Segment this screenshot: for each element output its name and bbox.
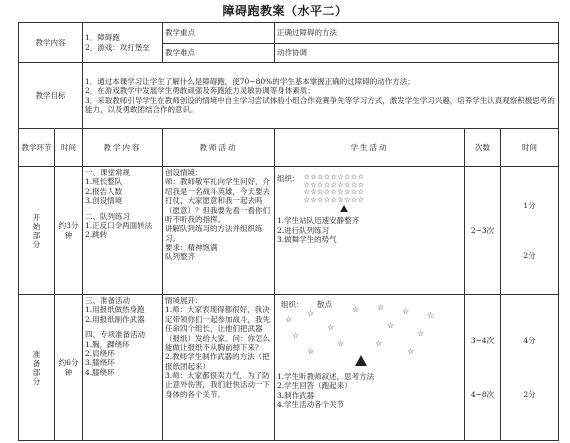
goals-list: [83, 63, 559, 129]
content-line: 2.跳转: [85, 230, 108, 240]
teacher-position-icon: [355, 355, 367, 366]
content-line: 3.创设情境: [85, 196, 123, 206]
scatter-block: [277, 300, 462, 368]
student-mark: ☆: [427, 311, 435, 320]
teacher-line: 要求：精神饱满: [165, 243, 218, 252]
student-mark: ☆: [285, 315, 293, 324]
goal-item: 1．通过本课学习让学生了解什么是障碍跑，使70~80%的学生基本掌握正确的过障碍的动作方法；: [85, 76, 415, 86]
formation-row: ☆☆☆☆☆☆☆☆☆: [303, 180, 365, 189]
content-item: 2．游戏：攻打堡垒: [85, 42, 150, 52]
duration-value: 1分: [523, 201, 536, 211]
content-line: 一、课堂常规: [85, 168, 130, 177]
student-mark: ☆: [417, 329, 425, 338]
count-value: 3~4次: [470, 336, 495, 346]
key-point-value: 正确过障碍的方法: [275, 23, 559, 44]
student-line: 3.做舞学生的势气: [277, 235, 337, 245]
content-line: 2.用报纸制作武器: [85, 314, 145, 324]
content-label: 教学内容: [19, 23, 83, 63]
teacher-line: 1.师：大家表现得都很好，我决定带领你们一起参加战斗，我先任命四个组长，让他们把武器（报纸）发给大家。问：你怎么能做让报纸不从胸前掉下来？: [165, 305, 270, 352]
header-stage: 教学环节: [19, 129, 55, 167]
scatter-formation: [277, 300, 457, 368]
lesson-plan-table: [18, 22, 559, 441]
content-line: 2.肩绕环: [85, 348, 115, 358]
stage-char: 准: [32, 349, 41, 359]
duration-value: 4分: [523, 336, 536, 346]
teacher-line: 2.教师学生制作武器的方法（把报纸团起来）: [165, 352, 270, 371]
key-point-label: 教学重点: [163, 23, 275, 44]
header-time: 时间: [55, 129, 83, 167]
content-line: 3.膝绕环: [85, 358, 115, 368]
teacher-start: [163, 167, 275, 295]
stage-char: 分: [32, 376, 41, 386]
teacher-line: 队列整齐: [165, 252, 195, 262]
time-prep: 约6分钟: [55, 295, 83, 441]
student-line: 4.学生活动各个关节: [277, 400, 345, 410]
content-line: 1.正反口令两面转法: [85, 220, 153, 230]
stage-char: 部: [32, 367, 41, 377]
teacher-line: 情境展开：: [165, 296, 203, 305]
goals-label: 教学目标: [19, 63, 83, 129]
duration-start: [501, 167, 559, 295]
stage-char: 始: [32, 221, 41, 231]
student-start: [275, 167, 465, 295]
student-mark: ☆: [327, 323, 335, 332]
teacher-line: 创设情境：: [165, 168, 203, 177]
content-items: [83, 23, 163, 63]
content-prep: [83, 295, 163, 441]
student-line: 2.进行队列练习: [277, 225, 330, 235]
header-duration: 时间: [501, 129, 559, 167]
student-line: 2.学生回答（跑起来）: [277, 381, 352, 391]
duration-value: 2分: [523, 250, 536, 260]
difficulty-value: 动作协调: [275, 44, 559, 63]
stage-char: 分: [32, 239, 41, 249]
formation-row: ☆☆☆☆☆☆☆☆☆: [303, 196, 365, 205]
time-start: 约3分钟: [55, 167, 83, 295]
student-mark: ☆: [307, 309, 315, 318]
goal-item: 3．采取教师引导学生在教师创设的情境中自主学习尝试体验小组合作竞赛争先等学习方式，激发学生学习兴趣，培养学生认真观察积极思考的能力，以及勇敢团结合作的意识。: [85, 95, 555, 114]
header-teacher: 教师活动: [163, 129, 275, 167]
count-start: 2~3次: [465, 167, 501, 295]
header-content: 教学内容: [83, 129, 163, 167]
scatter-label: 散点: [317, 300, 332, 309]
student-mark: ☆: [387, 321, 395, 330]
content-line: 1.胸，踝绕环: [85, 339, 130, 349]
content-line: 四、专项准备活动: [85, 330, 145, 340]
formation-block: [277, 174, 462, 214]
student-mark: ☆: [352, 305, 360, 314]
content-item: 1．障碍跑: [85, 33, 120, 43]
organization-label: 组织：: [281, 300, 304, 309]
duration-value: 2分: [523, 389, 536, 399]
organization-label: 组织：: [277, 174, 300, 183]
content-line: 1.班长整队: [85, 177, 123, 187]
student-line: 1.学生听教师叙述，思考方法: [277, 372, 375, 381]
count-value: 4~8次: [470, 389, 495, 399]
teacher-line: 讲解队列练习的方法并组织练习。: [165, 224, 263, 243]
student-mark: ☆: [377, 303, 385, 312]
student-prep: [275, 295, 465, 441]
header-count: 次数: [465, 129, 501, 167]
formation-row: ☆☆☆☆☆☆☆☆☆: [303, 188, 365, 197]
page-title: 障碍跑教案（水平二）: [222, 4, 348, 18]
student-mark: ☆: [337, 339, 345, 348]
count-prep: [465, 295, 501, 441]
student-line: 1.学生站队迅速安静整齐: [277, 216, 360, 226]
stage-char: 开: [32, 212, 41, 222]
teacher-line: 3.师：大家都很卖力气，为了防止意外伤害，我们赶快活动一下身体的各个关节。: [165, 371, 270, 399]
star-formation: [304, 174, 365, 214]
stage-char: 部: [32, 230, 41, 240]
content-line: 4.膝绕环: [85, 367, 115, 377]
student-mark: ☆: [292, 331, 300, 340]
teacher-position-icon: [340, 205, 348, 212]
student-line: 3.制作武器: [277, 390, 315, 400]
difficulty-label: 教学难点: [163, 44, 275, 63]
formation-row: ☆☆☆☆☆☆☆☆☆: [303, 173, 365, 181]
stage-start: [19, 167, 55, 295]
stage-char: 备: [32, 358, 41, 368]
student-mark: ☆: [375, 339, 383, 348]
teacher-prep: [163, 295, 275, 441]
content-line: 二、队列练习: [85, 211, 130, 221]
stage-prep: [19, 295, 55, 441]
content-line: 2.报告人数: [85, 186, 123, 196]
goal-item: 2．在游戏教学中发展学生勇敢顽强及奔跑能力灵敏协调等身体素质；: [85, 86, 315, 96]
duration-prep: [501, 295, 559, 441]
teacher-line: 师：教师敬军礼向学生问好，介绍我是一名战斗英雄，今天要去打仗，大家愿意和我一起去吗（愿意）？但我要先看一看你们听不听我的指挥。: [165, 177, 270, 224]
content-line: 1.用报纸做热身跑: [85, 305, 145, 315]
content-line: 三、准备活动: [85, 296, 130, 305]
header-student: 学生活动: [275, 129, 465, 167]
student-mark: ☆: [307, 347, 315, 356]
content-start: [83, 167, 163, 295]
student-mark: ☆: [402, 307, 410, 316]
student-mark: ☆: [407, 347, 415, 356]
